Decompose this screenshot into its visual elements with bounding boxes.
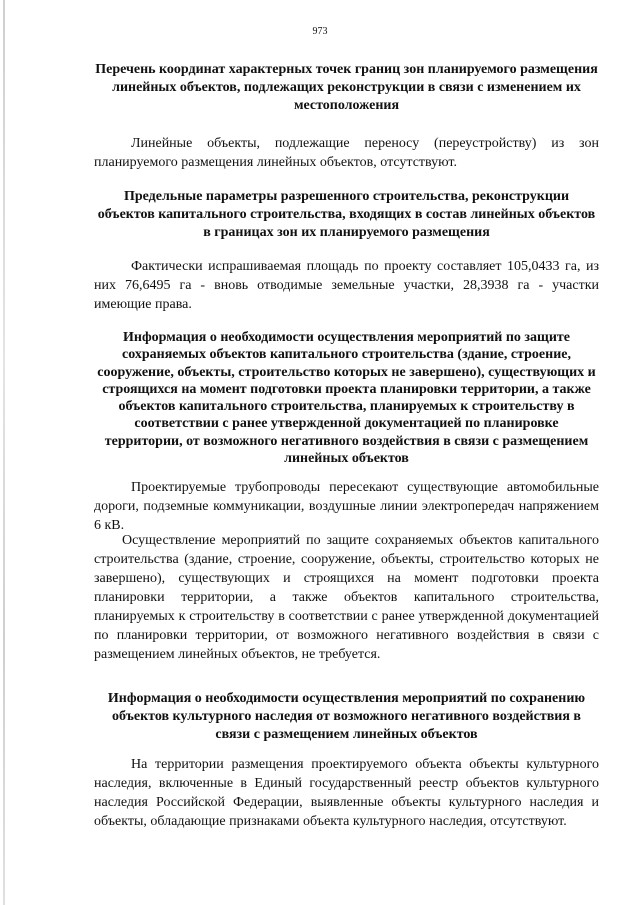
paragraph-requested-area: Фактически испрашиваемая площадь по проекту составляет 105,0433 га, из них 76,6495 га - вновь отводимые земельные участки, 28,3938 га - участки имеющие права.	[94, 259, 599, 312]
paragraph-cultural-heritage-absent: На территории размещения проектируемого объекта объекты культурного наследия, включенные в Единый государственный реестр объектов культурного наследия Российской Федерации, выявленные объекты культурного наследия и объекты, обладающие признаками объекта культурного наследия, отсутствуют.	[94, 757, 599, 829]
section-heading-protection-measures: Информация о необходимости осуществления мероприятий по защите сохраняемых объектов капитального строительства (здание, строение, сооружение, объекты, строительство которых не завершено), существующих и строящихся на момент подготовки проекта планировки территории, а также объектов капитального строительства, планируемых к строительству в соответствии с ранее утвержденной документацией по планировке территории, от возможного негативного воздействия в связи с размещением линейных объектов	[97, 330, 596, 467]
paragraph-pipeline-crossings: Проектируемые трубопроводы пересекают существующие автомобильные дороги, подземные коммуникации, воздушные линии электропередач напряжением 6 кВ.	[94, 480, 599, 533]
scan-edge	[3, 0, 5, 905]
page-number: 973	[312, 26, 328, 37]
paragraph-protection-not-required: Осуществление мероприятий по защите сохраняемых объектов капитального строительства (здание, строение, сооружение, объекты, строительство которых не завершено), существующих и строящихся на момент подготовки проекта планировки территории, а также объектов капитального строительства, планируемых к строительству в соответствии с ранее утвержденной документацией по планировки территории, от возможного негативного воздействия в связи с размещением линейных объектов, не требуется.	[94, 533, 599, 662]
paragraph-linear-objects-transfer: Линейные объекты, подлежащие переносу (переустройству) из зон планируемого размещения линейных объектов, отсутствуют.	[94, 136, 599, 170]
section-heading-construction-parameters: Предельные параметры разрешенного строительства, реконструкции объектов капитального строительства, входящих в состав линейных объектов в границах зон их планируемого размещения	[97, 189, 596, 240]
section-heading-coordinates: Перечень координат характерных точек границ зон планируемого размещения линейных объектов, подлежащих реконструкции в связи с изменением их местоположения	[95, 62, 598, 113]
section-heading-cultural-heritage: Информация о необходимости осуществления мероприятий по сохранению объектов культурного наследия от возможного негативного воздействия в связи с размещением линейных объектов	[107, 691, 586, 742]
